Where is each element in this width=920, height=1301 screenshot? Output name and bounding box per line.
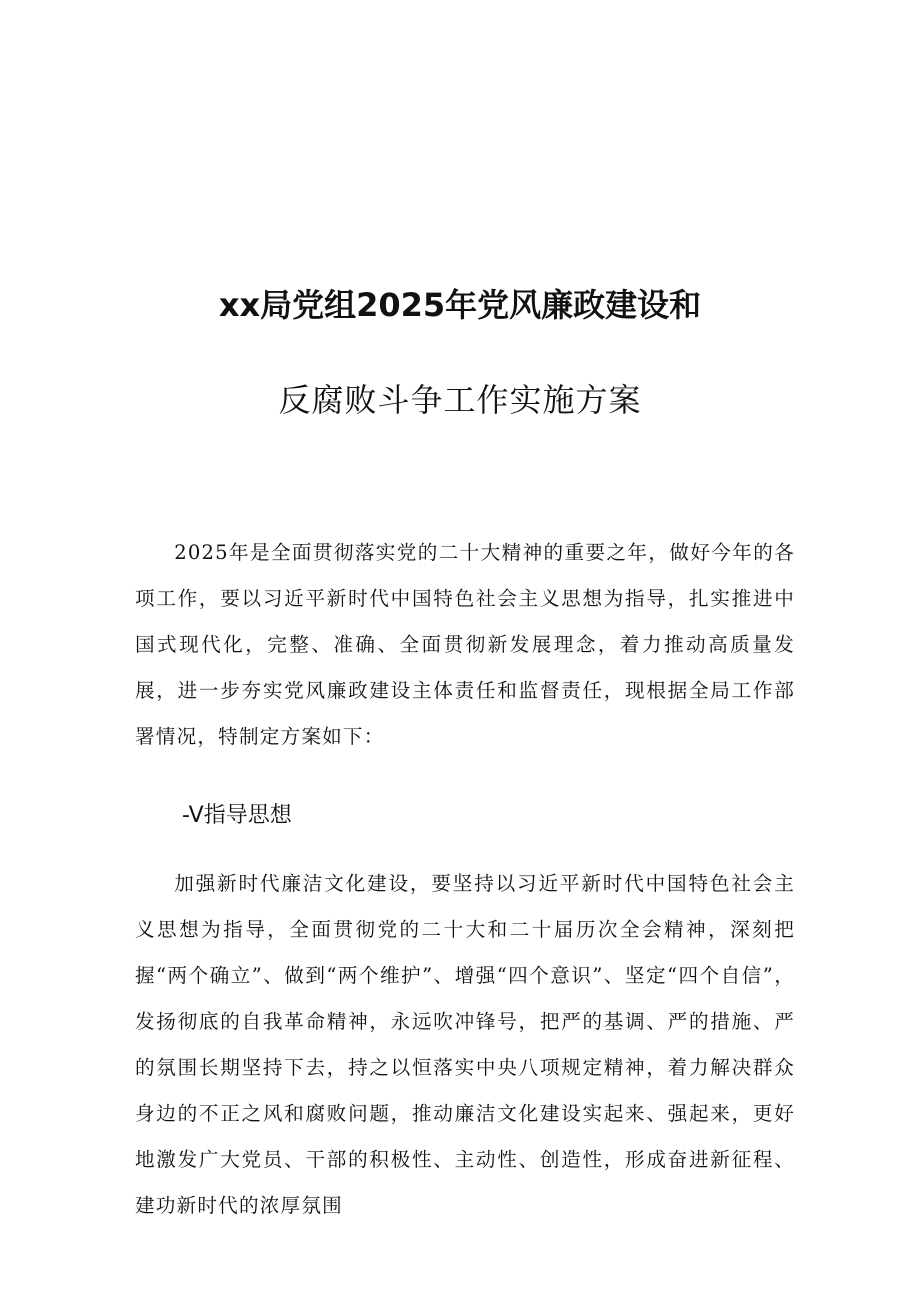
- section-heading: -V指导思想: [182, 803, 292, 828]
- document-title-line-1: xx局党组2025年党风廉政建设和: [218, 286, 702, 324]
- intro-paragraph: 2025年是全面贯彻落实党的二十大精神的重要之年，做好今年的各项工作，要以习近平新时代中国特色社会主义思想为指导，扎实推进中国式现代化，完整、准确、全面贯彻新发展理念，着力推动高质量发展，进一步夯实党风廉政建设主体责任和监督责任，现根据全局工作部署情况，特制定方案如下：: [135, 541, 795, 748]
- document-title-line-2: 反腐败斗争工作实施方案: [278, 381, 642, 419]
- section-paragraph: 加强新时代廉洁文化建设，要坚持以习近平新时代中国特色社会主义思想为指导，全面贯彻党的二十大和二十届历次全会精神，深刻把握“两个确立”、做到“两个维护”、增强“四个意识”、坚定“四个自信”，发扬彻底的自我革命精神，永远吹冲锋号，把严的基调、严的措施、严的氛围长期坚持下去，持之以恒落实中央八项规定精神，着力解决群众身边的不正之风和腐败问题，推动廉洁文化建设实起来、强起来，更好地激发广大党员、干部的积极性、主动性、创造性，形成奋进新征程、建功新时代的浓厚氛围: [135, 872, 795, 1217]
